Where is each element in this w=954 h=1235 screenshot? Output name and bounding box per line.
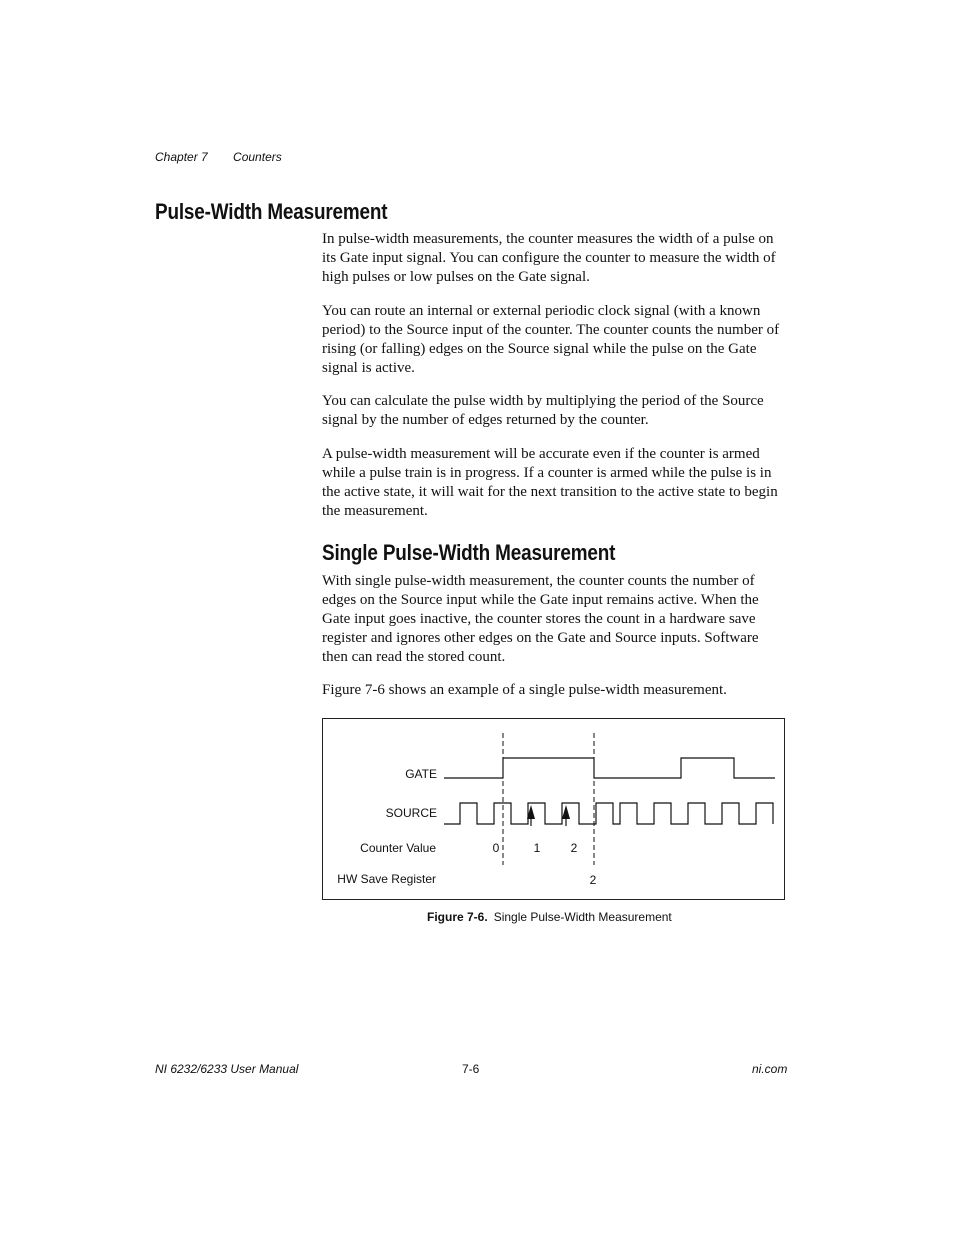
- source-waveform: [444, 803, 773, 824]
- counter-value-2: 2: [570, 841, 578, 855]
- chapter-title: Counters: [233, 150, 282, 164]
- paragraph: You can route an internal or external periodic clock signal (with a known period) to the Source input of the counter. The counter counts the number of rising (or falling) edges on the Source signal while the pulse on the Gate signal is active.: [322, 303, 780, 376]
- hw-save-value: 2: [589, 873, 597, 887]
- counter-value-0: 0: [492, 841, 500, 855]
- figure-caption: [427, 910, 672, 924]
- hw-save-register-label: HW Save Register: [337, 872, 436, 886]
- footer-manual-title: NI 6232/6233 User Manual: [155, 1062, 299, 1076]
- paragraph: You can calculate the pulse width by multiplying the period of the Source signal by the number of edges returned by the counter.: [322, 393, 764, 428]
- figure-title: Single Pulse-Width Measurement: [493, 910, 672, 924]
- figure-number: Figure 7-6.: [427, 910, 488, 924]
- counter-value-1: 1: [533, 841, 541, 855]
- gate-label: GATE: [405, 767, 437, 781]
- footer-site: ni.com: [752, 1062, 788, 1076]
- paragraph: In pulse-width measurements, the counter measures the width of a pulse on its Gate input signal. You can configure the counter to measure the width of high pulses or low pulses on the Gate signal.: [322, 231, 776, 285]
- paragraph: Figure 7-6 shows an example of a single pulse-width measurement.: [322, 682, 727, 698]
- counter-value-label: Counter Value: [360, 841, 436, 855]
- source-label: SOURCE: [385, 806, 437, 820]
- section-heading-single-pulse-width: Single Pulse-Width Measurement: [322, 540, 616, 565]
- timing-diagram-svg: [323, 719, 786, 901]
- paragraph: With single pulse-width measurement, the counter counts the number of edges on the Source input while the Gate input remains active. When the Gate input goes inactive, the counter stores the count in a hardware save register and ignores other edges on the Gate and Source inputs. Software then can read the stored count.: [322, 573, 759, 665]
- timing-diagram: [322, 718, 785, 900]
- paragraph: A pulse-width measurement will be accurate even if the counter is armed while a pulse train is in progress. If a counter is armed while the pulse is in the active state, it will wait for the next transition to the active state to begin the measurement.: [322, 446, 778, 519]
- gate-waveform: [444, 758, 775, 778]
- footer-page-number: 7-6: [462, 1062, 480, 1076]
- running-header: [155, 150, 282, 164]
- section-heading-pulse-width: Pulse-Width Measurement: [155, 199, 388, 224]
- chapter-label: Chapter 7: [155, 150, 208, 164]
